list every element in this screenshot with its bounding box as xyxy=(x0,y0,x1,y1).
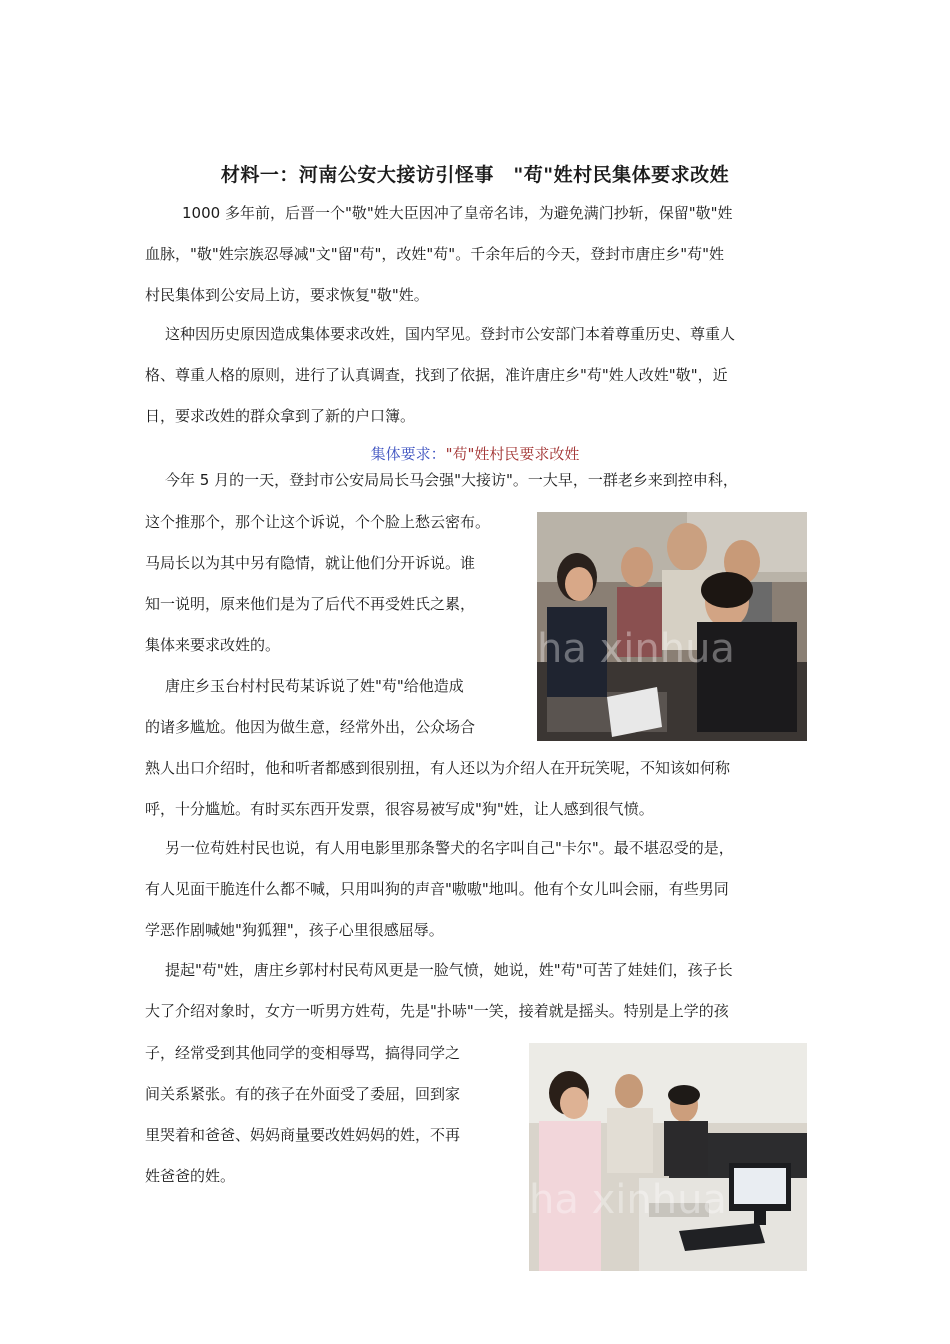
text-line: 间关系紧张。有的孩子在外面受了委屈，回到家 xyxy=(145,1085,461,1103)
subheading-prefix: 集体要求： xyxy=(370,445,446,463)
document-title: 材料一：河南公安大接访引怪事 "苟"姓村民集体要求改姓 xyxy=(220,164,730,186)
text-line: 有人见面干脆连什么都不喊，只用叫狗的声音"嗷嗷"地叫。他有个女儿叫会丽，有些男同 xyxy=(145,880,729,898)
text-line: 姓爸爸的姓。 xyxy=(145,1167,236,1185)
news-photo-counter-computer xyxy=(529,1043,807,1271)
text-line: 血脉，"敬"姓宗族忍辱减"文"留"苟"，改姓"苟"。千余年后的今天，登封市唐庄乡"苟"姓 xyxy=(145,245,724,263)
text-line: 的诸多尴尬。他因为做生意，经常外出，公众场合 xyxy=(145,718,476,736)
text-line: 知一说明，原来他们是为了后代不再受姓氏之累， xyxy=(145,595,476,613)
text-line: 格、尊重人格的原则，进行了认真调查，找到了依据，准许唐庄乡"苟"姓人改姓"敬"，近 xyxy=(145,366,728,384)
text-line: 1000 多年前，后晋一个"敬"姓大臣因冲了皇帝名讳，为避免满门抄斩，保留"敬"姓 xyxy=(182,204,733,222)
text-line: 这个推那个，那个让这个诉说，个个脸上愁云密布。 xyxy=(145,513,491,531)
text-line: 今年 5 月的一天，登封市公安局局长马会强"大接访"。一大早，一群老乡来到控申科， xyxy=(165,471,738,489)
news-photo-police-desk xyxy=(537,512,807,741)
text-line: 大了介绍对象时，女方一听男方姓苟，先是"扑哧"一笑，接着就是摇头。特别是上学的孩 xyxy=(145,1002,729,1020)
text-line: 另一位苟姓村民也说，有人用电影里那条警犬的名字叫自己"卡尔"。最不堪忍受的是， xyxy=(165,839,734,857)
text-line: 学恶作剧喊她"狗狐狸"，孩子心里很感屈辱。 xyxy=(145,921,444,939)
text-line: 集体来要求改姓的。 xyxy=(145,636,281,654)
text-line: 马局长以为其中另有隐情，就让他们分开诉说。谁 xyxy=(145,554,476,572)
text-line: 子，经常受到其他同学的变相辱骂，搞得同学之 xyxy=(145,1044,461,1062)
text-line: 这种因历史原因造成集体要求改姓，国内罕见。登封市公安部门本着尊重历史、尊重人 xyxy=(165,325,736,343)
photo-watermark: ha xinhua xyxy=(537,626,735,672)
text-line: 里哭着和爸爸、妈妈商量要改姓妈妈的姓，不再 xyxy=(145,1126,461,1144)
text-line: 提起"苟"姓，唐庄乡郭村村民苟风更是一脸气愤，她说，姓"苟"可苦了娃娃们，孩子长 xyxy=(165,961,733,979)
section-subheading xyxy=(0,444,950,464)
text-line: 唐庄乡玉台村村民苟某诉说了姓"苟"给他造成 xyxy=(165,677,464,695)
text-line: 日，要求改姓的群众拿到了新的户口簿。 xyxy=(145,407,416,425)
subheading-text: "苟"姓村民要求改姓 xyxy=(445,445,580,463)
photo-watermark: ha xinhua xyxy=(529,1177,727,1223)
text-line: 呼，十分尴尬。有时买东西开发票，很容易被写成"狗"姓，让人感到很气愤。 xyxy=(145,800,654,818)
text-line: 熟人出口介绍时，他和听者都感到很别扭，有人还以为介绍人在开玩笑呢，不知该如何称 xyxy=(145,759,731,777)
text-line: 村民集体到公安局上访，要求恢复"敬"姓。 xyxy=(145,286,429,304)
